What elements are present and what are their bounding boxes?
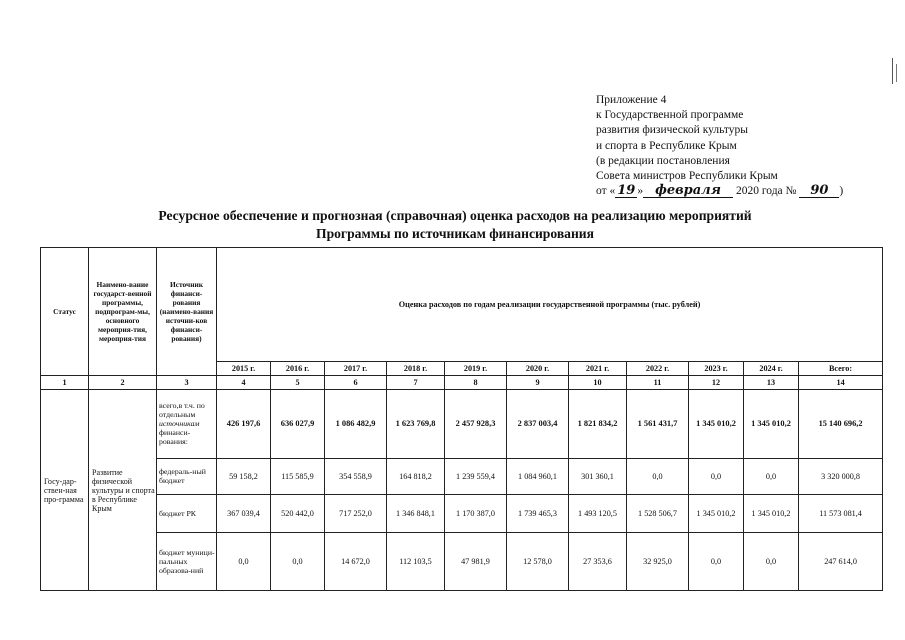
value-cell: 1 239 559,4	[445, 458, 507, 494]
value-cell-total: 15 140 696,2	[799, 390, 883, 458]
value-cell: 1 345 010,2	[744, 390, 799, 458]
resource-table	[40, 247, 883, 591]
value-cell: 520 442,0	[271, 494, 325, 532]
value-cell-total: 3 320 000,8	[799, 458, 883, 494]
header-year: 2022 г.	[627, 362, 689, 376]
value-cell: 1 084 960,1	[507, 458, 569, 494]
document-title	[60, 207, 850, 243]
value-cell: 1 346 848,1	[387, 494, 445, 532]
value-cell: 47 981,9	[445, 532, 507, 590]
value-cell: 1 086 482,9	[325, 390, 387, 458]
value-cell: 1 821 834,2	[569, 390, 627, 458]
value-cell: 1 345 010,2	[744, 494, 799, 532]
source-text: всего,в т.ч. по отдельным	[159, 401, 205, 420]
column-number: 9	[507, 376, 569, 390]
column-number: 11	[627, 376, 689, 390]
source-text-italic: источникам	[159, 419, 200, 429]
value-cell: 0,0	[744, 532, 799, 590]
title-line-2: Программы по источникам финансирования	[316, 226, 594, 241]
column-number: 8	[445, 376, 507, 390]
annex-line: к Государственной программе	[596, 109, 744, 122]
annex-line: развития физической культуры	[596, 124, 749, 137]
source-cell-total	[157, 390, 217, 458]
header-year: 2016 г.	[271, 362, 325, 376]
header-year: 2024 г.	[744, 362, 799, 376]
header-year: 2019 г.	[445, 362, 507, 376]
value-cell: 1 345 010,2	[689, 390, 744, 458]
column-number: 13	[744, 376, 799, 390]
annex-line: и спорта в Республике Крым	[596, 139, 737, 152]
program-name-cell: Развитие физической культуры и спорта в Республике Крым	[89, 390, 157, 591]
source-cell: федераль-ный бюджет	[157, 458, 217, 494]
value-cell: 27 353,6	[569, 532, 627, 590]
column-number: 5	[271, 376, 325, 390]
scan-edge-mark	[896, 64, 897, 82]
title-line-1: Ресурсное обеспечение и прогнозная (справочная) оценка расходов на реализацию мероприятий	[158, 208, 752, 223]
date-prefix: от «	[596, 185, 616, 198]
value-cell: 1 739 465,3	[507, 494, 569, 532]
annex-block	[596, 93, 896, 199]
value-cell: 354 558,9	[325, 458, 387, 494]
header-year: 2015 г.	[217, 362, 271, 376]
value-cell: 1 170 387,0	[445, 494, 507, 532]
value-cell: 164 818,2	[387, 458, 445, 494]
value-cell: 0,0	[627, 458, 689, 494]
handwritten-number: 90	[799, 185, 839, 198]
handwritten-month: февраля	[643, 185, 733, 198]
value-cell: 1 345 010,2	[689, 494, 744, 532]
value-cell: 0,0	[689, 458, 744, 494]
value-cell: 14 672,0	[325, 532, 387, 590]
table-row	[41, 532, 883, 590]
value-cell: 2 457 928,3	[445, 390, 507, 458]
value-cell: 301 360,1	[569, 458, 627, 494]
value-cell: 0,0	[217, 532, 271, 590]
value-cell-total: 11 573 081,4	[799, 494, 883, 532]
value-cell: 1 623 769,8	[387, 390, 445, 458]
header-year: 2018 г.	[387, 362, 445, 376]
header-name: Наимено-вание государст-венной программы, подпрограм-мы, основного мероприя-тия, мероприя-тия	[89, 248, 157, 376]
value-cell: 426 197,6	[217, 390, 271, 458]
value-cell: 1 528 506,7	[627, 494, 689, 532]
value-cell-total: 247 614,0	[799, 532, 883, 590]
source-text: финанси-рования:	[159, 428, 191, 447]
header-source: Источник финанси-рования (наимено-вания источни-ков финанси-рования)	[157, 248, 217, 376]
annex-date-line	[596, 184, 896, 199]
column-number: 1	[41, 376, 89, 390]
status-cell: Госу-дар-ствен-ная про-грамма	[41, 390, 89, 591]
annex-line: (в редакции постановления	[596, 154, 730, 167]
handwritten-day: 19	[617, 183, 636, 199]
header-year: 2017 г.	[325, 362, 387, 376]
scan-edge-mark	[892, 58, 893, 84]
value-cell: 367 039,4	[217, 494, 271, 532]
value-cell: 12 578,0	[507, 532, 569, 590]
value-cell: 32 925,0	[627, 532, 689, 590]
source-cell: бюджет муници-пальных образова-ний	[157, 532, 217, 590]
column-number: 10	[569, 376, 627, 390]
date-close: )	[839, 185, 844, 198]
table-row	[41, 390, 883, 458]
table-row	[41, 458, 883, 494]
annex-line: Совета министров Республики Крым	[596, 170, 778, 183]
table-row	[41, 494, 883, 532]
source-cell: бюджет РК	[157, 494, 217, 532]
header-year: 2023 г.	[689, 362, 744, 376]
value-cell: 0,0	[689, 532, 744, 590]
value-cell: 112 103,5	[387, 532, 445, 590]
column-number: 7	[387, 376, 445, 390]
header-year: 2021 г.	[569, 362, 627, 376]
value-cell: 115 585,9	[271, 458, 325, 494]
header-total: Всего:	[799, 362, 883, 376]
value-cell: 1 561 431,7	[627, 390, 689, 458]
column-number: 6	[325, 376, 387, 390]
year-text: 2020 года №	[735, 185, 797, 198]
column-number: 2	[89, 376, 157, 390]
column-number: 14	[799, 376, 883, 390]
value-cell: 59 158,2	[217, 458, 271, 494]
header-estimate: Оценка расходов по годам реализации государственной программы (тыс. рублей)	[217, 248, 883, 362]
value-cell: 1 493 120,5	[569, 494, 627, 532]
annex-line: Приложение 4	[596, 94, 667, 106]
value-cell: 2 837 003,4	[507, 390, 569, 458]
value-cell: 636 027,9	[271, 390, 325, 458]
header-status: Статус	[41, 248, 89, 376]
column-number: 3	[157, 376, 217, 390]
column-number: 4	[217, 376, 271, 390]
value-cell: 0,0	[271, 532, 325, 590]
value-cell: 717 252,0	[325, 494, 387, 532]
header-year: 2020 г.	[507, 362, 569, 376]
value-cell: 0,0	[744, 458, 799, 494]
column-number: 12	[689, 376, 744, 390]
date-mid: »	[637, 185, 644, 198]
